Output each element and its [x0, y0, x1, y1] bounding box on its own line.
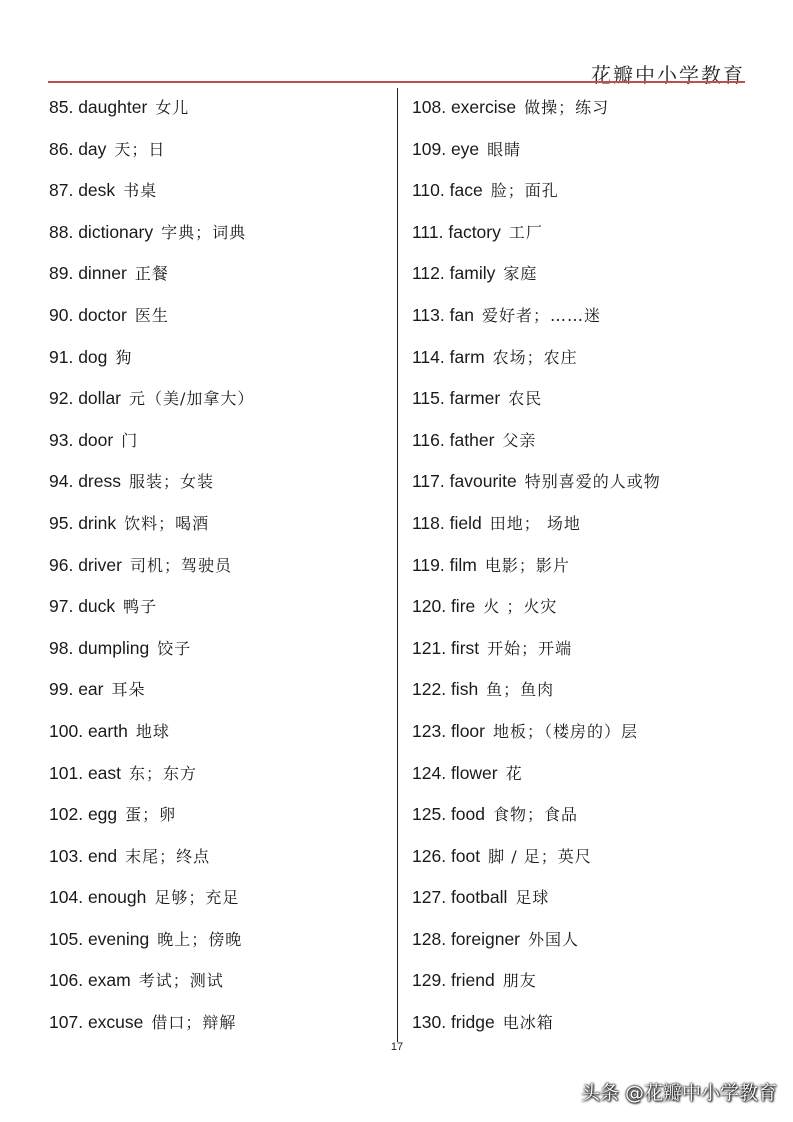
vocab-entry: [49, 589, 389, 631]
entry-meaning: 东；东方: [129, 763, 198, 783]
vocab-entry: [49, 298, 389, 340]
entry-number: 98.: [49, 637, 74, 658]
entry-meaning: 工厂: [508, 222, 543, 242]
entry-meaning: 眼睛: [487, 139, 522, 159]
entry-meaning: 末尾；终点: [125, 846, 211, 866]
entry-number: 110.: [412, 180, 445, 201]
entry-word: doctor: [78, 304, 127, 325]
vocab-entry: [412, 589, 752, 631]
vocab-entry: [412, 672, 752, 714]
entry-meaning: 电冰箱: [502, 1013, 554, 1033]
entry-meaning: 开始；开端: [487, 638, 573, 658]
entry-number: 105.: [49, 928, 84, 949]
entry-word: drink: [78, 512, 117, 533]
vocab-entry: [412, 90, 752, 132]
vocab-entry: [412, 548, 752, 590]
entry-word: field: [449, 512, 482, 533]
vocab-entry: [49, 506, 389, 548]
entry-number: 130.: [412, 1012, 447, 1033]
entry-number: 120.: [412, 596, 447, 617]
entry-meaning: 脚 / 足；英尺: [488, 846, 592, 866]
entry-meaning: 地球: [135, 721, 170, 741]
entry-word: earth: [87, 720, 128, 741]
entry-meaning: 地板；（楼房的）层: [492, 721, 638, 741]
vocab-entry: [49, 548, 389, 590]
vocab-entry: [412, 381, 752, 423]
entry-word: driver: [78, 554, 122, 575]
entry-word: favourite: [449, 471, 517, 492]
entry-word: excuse: [87, 1012, 144, 1033]
vocab-entry: [49, 90, 389, 132]
entry-number: 93.: [49, 429, 74, 450]
vocab-entry: [412, 1005, 752, 1047]
entry-meaning: 做操；练习: [524, 98, 610, 117]
entry-word: dinner: [78, 263, 127, 284]
entry-number: 104.: [49, 887, 84, 908]
vocab-entry: [412, 298, 752, 340]
entry-number: 91.: [49, 346, 74, 367]
entry-meaning: 狗: [115, 347, 133, 367]
entry-number: 125.: [412, 804, 447, 825]
vocab-entry: [412, 215, 752, 257]
entry-word: door: [78, 429, 114, 450]
entry-meaning: 医生: [134, 305, 169, 325]
entry-meaning: 父亲: [502, 430, 537, 450]
entry-meaning: 外国人: [528, 929, 580, 949]
entry-word: dictionary: [78, 221, 154, 242]
entry-word: eye: [450, 138, 480, 159]
entry-number: 86.: [49, 138, 74, 159]
vocab-entry: [412, 963, 752, 1005]
vocab-entry: [49, 880, 389, 922]
entry-meaning: 食物；食品: [493, 805, 579, 825]
vocab-entry: [49, 340, 389, 382]
entry-number: 127.: [412, 887, 447, 908]
entry-word: exam: [87, 970, 131, 991]
vocab-entry: [49, 215, 389, 257]
vocab-entry: [49, 839, 389, 881]
vocab-entry: [49, 672, 389, 714]
entry-word: fan: [449, 304, 474, 325]
entry-number: 92.: [49, 388, 74, 409]
entry-number: 108.: [412, 97, 447, 117]
vocab-entry: [412, 506, 752, 548]
entry-number: 123.: [412, 720, 447, 741]
entry-number: 128.: [412, 928, 447, 949]
entry-word: farmer: [449, 388, 501, 409]
entry-word: family: [449, 263, 496, 284]
entry-word: floor: [450, 720, 485, 741]
entry-meaning: 农民: [508, 389, 543, 409]
entry-word: face: [449, 180, 483, 201]
vocab-entry: [49, 756, 389, 798]
entry-number: 97.: [49, 596, 74, 617]
vocab-entry: [49, 423, 389, 465]
vocab-entry: [49, 256, 389, 298]
entry-word: fridge: [450, 1012, 495, 1033]
entry-number: 106.: [49, 970, 84, 991]
entry-meaning: 天；日: [114, 139, 166, 159]
vocab-entry: [412, 340, 752, 382]
entry-meaning: 家庭: [503, 264, 538, 284]
entry-word: duck: [78, 596, 116, 617]
vocab-entry: [49, 922, 389, 964]
vocab-entry: [49, 714, 389, 756]
entry-word: ear: [78, 679, 104, 700]
entry-meaning: 元（美/加拿大）: [129, 389, 255, 409]
header-divider: [48, 81, 745, 83]
entry-number: 112.: [412, 263, 445, 284]
entry-number: 129.: [412, 970, 447, 991]
entry-meaning: 农场；农庄: [492, 347, 578, 367]
entry-word: factory: [448, 221, 501, 242]
vocab-entry: [49, 963, 389, 1005]
entry-meaning: 鸭子: [123, 597, 158, 617]
vocab-entry: [412, 464, 752, 506]
vocab-entry: [49, 173, 389, 215]
entry-word: evening: [87, 928, 150, 949]
entry-word: foot: [450, 845, 481, 866]
page-number: 17: [390, 1041, 404, 1053]
entry-number: 88.: [49, 221, 74, 242]
vocab-entry: [49, 381, 389, 423]
entry-number: 100.: [49, 720, 84, 741]
vocab-entry: [49, 132, 389, 174]
entry-word: dollar: [78, 388, 122, 409]
entry-meaning: 服装；女装: [129, 472, 215, 492]
entry-meaning: 鱼；鱼肉: [486, 680, 555, 700]
entry-word: fire: [450, 596, 476, 617]
entry-meaning: 司机；驾驶员: [129, 555, 232, 575]
vocab-entry: [412, 797, 752, 839]
entry-meaning: 借口；辩解: [151, 1013, 237, 1033]
entry-word: east: [87, 762, 122, 783]
vocabulary-column-right: [412, 90, 752, 1047]
entry-meaning: 朋友: [502, 971, 537, 991]
entry-word: dog: [78, 346, 108, 367]
entry-number: 126.: [412, 845, 447, 866]
entry-word: football: [450, 887, 508, 908]
vocab-entry: [412, 132, 752, 174]
entry-meaning: 火 ；火灾: [483, 597, 558, 617]
entry-word: food: [450, 804, 485, 825]
entry-number: 107.: [49, 1012, 84, 1033]
entry-meaning: 考试；测试: [138, 971, 224, 991]
header-brand: 花瓣中小学教育: [591, 63, 745, 87]
entry-word: friend: [450, 970, 495, 991]
entry-word: egg: [87, 804, 118, 825]
entry-number: 96.: [49, 554, 74, 575]
entry-number: 95.: [49, 512, 74, 533]
vocab-entry: [412, 880, 752, 922]
entry-meaning: 女儿: [155, 98, 190, 117]
entry-meaning: 饮料；喝酒: [124, 513, 210, 533]
entry-meaning: 特别喜爱的人或物: [524, 472, 661, 492]
entry-meaning: 字典；词典: [161, 222, 247, 242]
entry-word: daughter: [78, 97, 148, 117]
entry-meaning: 脸；面孔: [490, 181, 559, 201]
entry-number: 113.: [412, 304, 445, 325]
entry-number: 90.: [49, 304, 74, 325]
entry-number: 103.: [49, 845, 84, 866]
vocab-entry: [412, 173, 752, 215]
entry-word: exercise: [450, 97, 517, 117]
entry-number: 114.: [412, 346, 445, 367]
vocab-entry: [412, 756, 752, 798]
entry-number: 117.: [412, 471, 445, 492]
entry-word: first: [450, 637, 480, 658]
entry-meaning: 书桌: [123, 181, 158, 201]
entry-meaning: 爱好者；……迷: [481, 305, 601, 325]
entry-meaning: 门: [121, 430, 139, 450]
entry-number: 109.: [412, 138, 447, 159]
entry-number: 116.: [412, 429, 445, 450]
entry-word: fish: [450, 679, 479, 700]
entry-number: 118.: [412, 512, 445, 533]
entry-word: day: [78, 138, 107, 159]
vocab-entry: [49, 464, 389, 506]
entry-meaning: 电影；影片: [484, 555, 570, 575]
entry-word: flower: [450, 762, 498, 783]
vocab-entry: [412, 423, 752, 465]
entry-number: 99.: [49, 679, 74, 700]
vocab-entry: [412, 839, 752, 881]
entry-word: foreigner: [450, 928, 521, 949]
entry-number: 87.: [49, 180, 74, 201]
entry-word: film: [449, 554, 477, 575]
entry-meaning: 蛋；卵: [125, 805, 177, 825]
column-divider: [397, 88, 398, 1042]
vocab-entry: [412, 922, 752, 964]
entry-number: 85.: [49, 97, 74, 117]
entry-word: farm: [449, 346, 485, 367]
entry-meaning: 田地； 场地: [489, 513, 581, 533]
entry-meaning: 花: [505, 763, 523, 783]
vocab-entry: [412, 631, 752, 673]
entry-word: desk: [78, 180, 116, 201]
watermark: 头条 @花瓣中小学教育: [580, 1082, 777, 1104]
entry-number: 102.: [49, 804, 84, 825]
entry-number: 101.: [49, 762, 84, 783]
vocab-entry: [412, 714, 752, 756]
entry-number: 122.: [412, 679, 447, 700]
entry-number: 119.: [412, 554, 445, 575]
vocab-entry: [412, 256, 752, 298]
entry-meaning: 晚上；傍晚: [157, 929, 243, 949]
entry-meaning: 饺子: [157, 638, 192, 658]
entry-number: 111.: [412, 221, 444, 242]
entry-word: enough: [87, 887, 147, 908]
entry-word: dumpling: [78, 637, 150, 658]
entry-word: dress: [78, 471, 121, 492]
vocab-entry: [49, 797, 389, 839]
entry-number: 121.: [412, 637, 447, 658]
entry-meaning: 耳朵: [111, 680, 146, 700]
entry-meaning: 足球: [515, 888, 550, 908]
entry-meaning: 足够；充足: [154, 888, 240, 908]
entry-number: 115.: [412, 388, 445, 409]
entry-word: end: [87, 845, 118, 866]
vocab-entry: [49, 631, 389, 673]
vocabulary-column-left: [49, 90, 389, 1047]
entry-number: 94.: [49, 471, 74, 492]
entry-number: 124.: [412, 762, 447, 783]
vocab-entry: [49, 1005, 389, 1047]
entry-number: 89.: [49, 263, 74, 284]
entry-meaning: 正餐: [134, 264, 169, 284]
entry-word: father: [449, 429, 495, 450]
